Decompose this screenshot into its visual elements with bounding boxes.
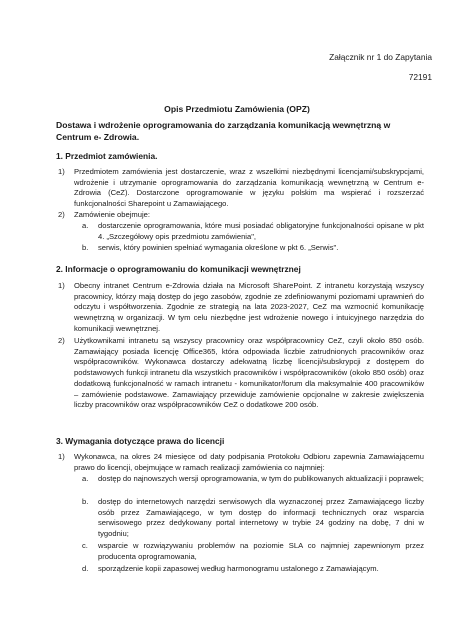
- subitem-text: dostarczenie oprogramowania, które musi posiadać obligatoryjne funkcjonalności opisane w pkt 4. „Szczegółowy opis przedmiotu zamówienia",: [98, 221, 424, 241]
- subitem-text: serwis, który powinien spełniać wymagania określone w pkt 6. „Serwis".: [98, 243, 339, 252]
- item-text: Wykonawca, na okres 24 miesięce od daty podpisania Protokołu Odbioru zapewnia Zamawiającemu prawo do licencji, obejmujące w ramach realizacji zamówienia co najmniej:: [74, 452, 424, 472]
- subitem-letter: d.: [82, 564, 89, 573]
- subitem-letter: a.: [82, 474, 89, 483]
- section-3-subitem-b: [82, 497, 424, 540]
- item-text: Użytkownikami intranetu są wszyscy pracownicy oraz współpracownicy CeZ, czyli około 850 osób. Zamawiający posiada licencję Office365, która odpowiada liczbie zatrudnionych pracowników oraz współpracowników. Wykonawca dostarczy adekwatną liczbę licencji/subskrypcji z dostępem do podstawowych funkcji intranetu dla wszystkich pracowników i współpracowników (około 850 osób) oraz dodatkową funkcjonalność w ramach intranetu - komunikator/forum dla maksymalnie 400 pracowników – zamówienie podstawowe. Zamawiający przewiduje zamówienie opcjonalne w zakresie zwiększenia liczby pracowników oraz współpracowników CeZ o dodatkowe 200 osób.: [74, 336, 424, 410]
- section-2-item-1: [58, 281, 424, 335]
- section-3-item-1: [58, 452, 424, 473]
- subitem-text: sporządzenie kopii zapasowej według harmonogramu ustalonego z Zamawiającym.: [98, 564, 379, 573]
- subitem-letter: b.: [82, 497, 89, 506]
- section-3-subitem-a: [82, 474, 424, 485]
- attachment-label: Załącznik nr 1 do Zapytania: [329, 52, 432, 62]
- section-1-item-2: [58, 210, 424, 221]
- section-2-item-2: [58, 336, 424, 411]
- subitem-letter: b.: [82, 243, 89, 252]
- item-number: 2): [58, 336, 65, 345]
- subitem-letter: c.: [82, 541, 88, 550]
- document-subtitle: Dostawa i wdrożenie oprogramowania do zarządzania komunikacją wewnętrzną w Centrum e- Zdrowia.: [56, 120, 391, 142]
- document-title: Opis Przedmiotu Zamówienia (OPZ): [164, 104, 310, 114]
- section-3-heading: 3. Wymagania dotyczące prawa do licencji: [56, 436, 225, 446]
- subitem-text: wsparcie w rozwiązywaniu problemów na poziomie SLA co najmniej zapewnionym przez producenta oprogramowania,: [98, 541, 424, 561]
- section-1-item-1: [58, 167, 424, 210]
- section-1-heading: 1. Przedmiot zamówienia.: [56, 151, 158, 161]
- item-number: 1): [58, 452, 65, 461]
- item-text: Zamówienie obejmuje:: [74, 210, 150, 219]
- section-2-heading: 2. Informacje o oprogramowaniu do komunikacji wewnętrznej: [56, 264, 301, 274]
- subitem-text: dostęp do najnowszych wersji oprogramowania, w tym do publikowanych aktualizacji i poprawek;: [98, 474, 424, 483]
- subitem-letter: a.: [82, 221, 89, 230]
- item-text: Obecny intranet Centrum e-Zdrowia działa na Microsoft SharePoint. Z intranetu korzystają wszyscy pracownicy, którzy mają dostęp do jego zasobów, zgodnie ze zdefiniowanymi poziomami uprawnień do odczytu i współtworzenia. Zgodnie ze strategią na lata 2023-2027, CeZ ma wzmocnić komunikację wewnętrzną w organizacji. W tym celu niezbędne jest wdrożenie nowego i intuicyjnego narzędzia do komunikacji wewnętrznej.: [74, 281, 424, 333]
- item-number: 2): [58, 210, 65, 219]
- item-number: 1): [58, 281, 65, 290]
- item-text: Przedmiotem zamówienia jest dostarczenie, wraz z wszelkimi niezbędnymi licencjami/subskrypcjami, wdrożenie i utrzymanie oprogramowania do zarządzania komunikacją wewnętrzną w Centrum e-Zdrowia (CeZ). Dostarczone oprogramowanie w języku polskim ma wspierać i rozszerzać funkcjonalności Sharepoint u Zamawiającego.: [74, 167, 424, 209]
- section-3-subitem-c: [82, 541, 424, 562]
- section-3-subitem-d: [82, 564, 424, 575]
- section-1-subitem-b: [82, 243, 424, 254]
- item-number: 1): [58, 167, 65, 176]
- reference-number: 72191: [408, 72, 432, 82]
- subitem-text: dostęp do internetowych narzędzi serwisowych dla wyznaczonej przez Zamawiającego liczby osób przez Zamawiającego, w tym dostęp do informacji technicznych oraz wsparcia serwisowego przez dedykowany portal internetowy w trybie 24 godziny na dobę, 7 dni w tygodniu;: [98, 497, 424, 539]
- section-1-subitem-a: [82, 221, 424, 242]
